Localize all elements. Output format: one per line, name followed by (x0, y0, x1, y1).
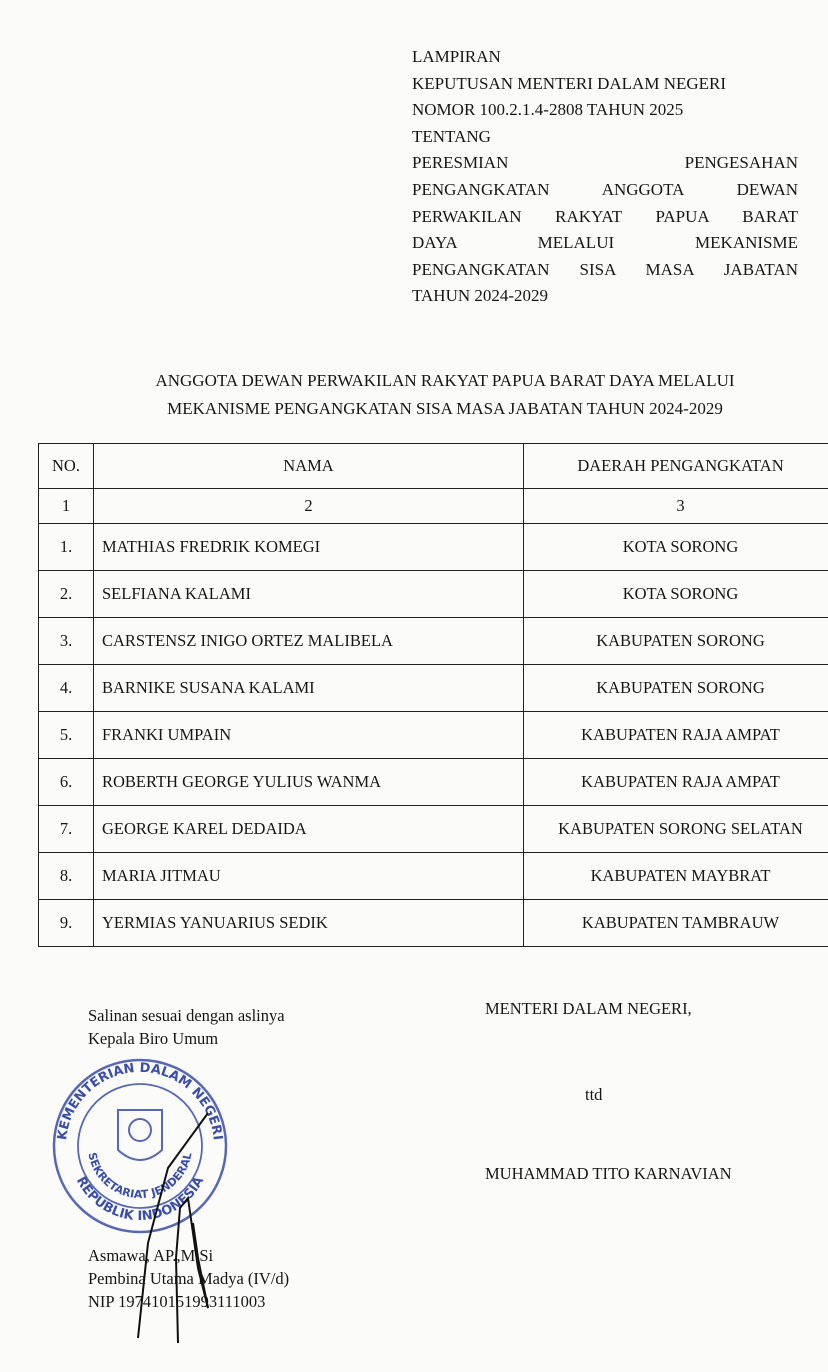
attachment-header (412, 44, 798, 310)
minister-title: MENTERI DALAM NEGERI, (485, 999, 692, 1018)
row-number: 7. (39, 806, 94, 853)
row-number: 4. (39, 665, 94, 712)
row-number: 8. (39, 853, 94, 900)
stamp-inner-text: SEKRETARIAT JENDERAL (85, 1151, 195, 1202)
member-region: KOTA SORONG (524, 571, 828, 618)
column-number: 1 (39, 489, 94, 524)
member-region: KABUPATEN MAYBRAT (524, 853, 828, 900)
row-number: 5. (39, 712, 94, 759)
member-name: MATHIAS FREDRIK KOMEGI (94, 524, 524, 571)
row-number: 1. (39, 524, 94, 571)
row-number: 6. (39, 759, 94, 806)
header-line: PENGANGKATAN SISA MASA JABATAN (412, 259, 798, 279)
header-no: NO. (39, 444, 94, 489)
header-line: DAYA MELALUI MEKANISME (412, 233, 798, 253)
member-name: YERMIAS YANUARIUS SEDIK (94, 900, 524, 947)
table-row (39, 571, 828, 618)
row-number: 9. (39, 900, 94, 947)
stamp-top-text: KEMENTERIAN DALAM NEGERI (55, 1060, 225, 1141)
official-nip: NIP 197410151993111003 (88, 1292, 266, 1311)
official-rank: Pembina Utama Madya (IV/d) (88, 1269, 290, 1288)
table-row (39, 665, 828, 712)
document-title (60, 367, 828, 423)
row-number: 3. (39, 618, 94, 665)
member-name: SELFIANA KALAMI (94, 571, 524, 618)
member-name: FRANKI UMPAIN (94, 712, 524, 759)
official-name: Asmawa, AP.,M.Si (88, 1246, 214, 1265)
header-line: KEPUTUSAN MENTERI DALAM NEGERI (412, 73, 727, 93)
title-line: MEKANISME PENGANGKATAN SISA MASA JABATAN TAHUN 2024-2029 (167, 399, 723, 418)
table-row (39, 806, 828, 853)
column-number: 2 (94, 489, 524, 524)
member-region: KABUPATEN SORONG (524, 665, 828, 712)
member-region: KOTA SORONG (524, 524, 828, 571)
official-title: Kepala Biro Umum (88, 1029, 219, 1048)
certified-copy-text: Salinan sesuai dengan aslinya (88, 1006, 285, 1025)
table-row (39, 853, 828, 900)
header-line: NOMOR 100.2.1.4-2808 TAHUN 2025 (412, 100, 684, 120)
header-name: NAMA (94, 444, 524, 489)
title-line: ANGGOTA DEWAN PERWAKILAN RAKYAT PAPUA BARAT DAYA MELALUI (155, 371, 735, 390)
header-line: TAHUN 2024-2029 (412, 286, 549, 306)
header-line: PENGANGKATAN ANGGOTA DEWAN (412, 179, 798, 199)
member-name: CARSTENSZ INIGO ORTEZ MALIBELA (94, 618, 524, 665)
header-line: LAMPIRAN (412, 47, 501, 66)
member-region: KABUPATEN RAJA AMPAT (524, 759, 828, 806)
stamp-bottom-text: REPUBLIK INDONESIA (72, 1174, 208, 1225)
table-row (39, 524, 828, 571)
minister-name: MUHAMMAD TITO KARNAVIAN (485, 1164, 732, 1183)
member-region: KABUPATEN TAMBRAUW (524, 900, 828, 947)
header-region: DAERAH PENGANGKATAN (524, 444, 828, 489)
member-region: KABUPATEN RAJA AMPAT (524, 712, 828, 759)
svg-text:SEKRETARIAT JENDERAL (85, 1151, 194, 1201)
member-name: GEORGE KAREL DEDAIDA (94, 806, 524, 853)
members-table (38, 443, 828, 947)
member-region: KABUPATEN SORONG (524, 618, 828, 665)
official-identity (88, 1244, 289, 1313)
table-row (39, 712, 828, 759)
header-line: PERWAKILAN RAKYAT PAPUA BARAT (412, 206, 798, 226)
certified-copy-block (88, 1004, 285, 1050)
member-name: MARIA JITMAU (94, 853, 524, 900)
table-row (39, 618, 828, 665)
column-number: 3 (524, 489, 828, 524)
member-name: ROBERTH GEORGE YULIUS WANMA (94, 759, 524, 806)
table-row (39, 759, 828, 806)
signed-mark: ttd (585, 1085, 603, 1104)
header-line: PERESMIAN PENGESAHAN (412, 153, 798, 173)
member-region: KABUPATEN SORONG SELATAN (524, 806, 828, 853)
table-row (39, 900, 828, 947)
row-number: 2. (39, 571, 94, 618)
header-line: TENTANG (412, 126, 491, 146)
member-name: BARNIKE SUSANA KALAMI (94, 665, 524, 712)
